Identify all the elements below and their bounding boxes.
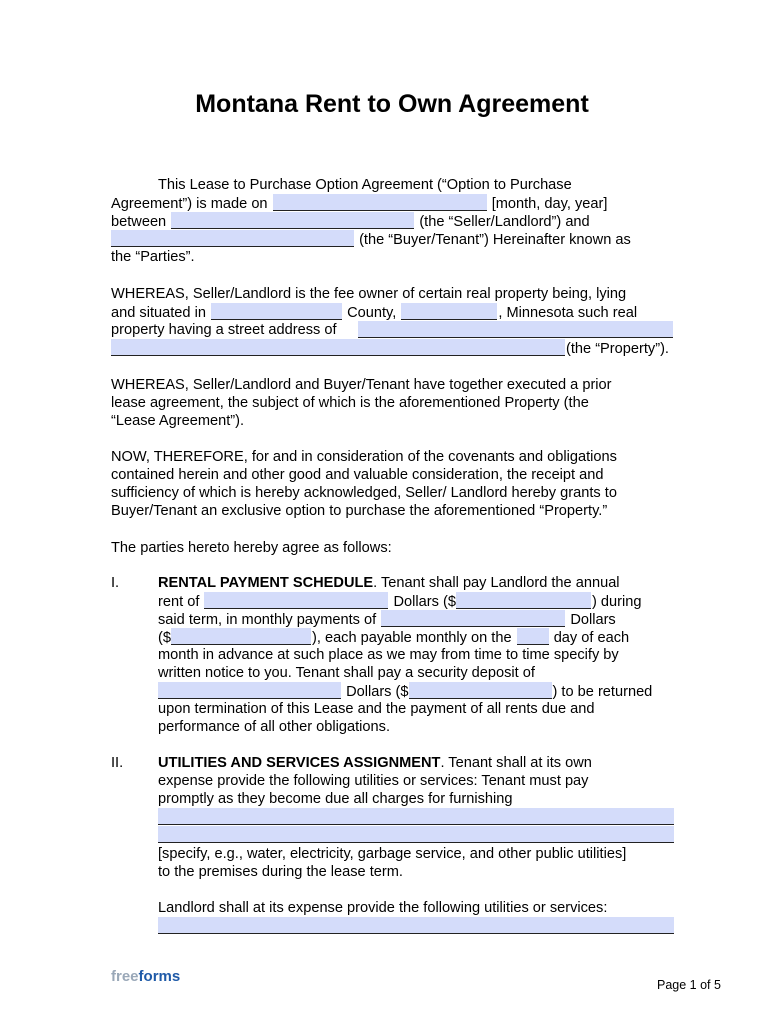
payment-day-field[interactable] (517, 628, 549, 645)
section1-line-1 (158, 574, 620, 592)
intro-line-3 (111, 212, 590, 231)
section2-line-1-text: . Tenant shall at its own (440, 755, 592, 771)
section2-line-1 (158, 754, 592, 772)
to-be-returned-label: ) to be returned (552, 684, 653, 700)
payable-monthly-label: ), each payable monthly on the (311, 630, 512, 646)
page-number: Page 1 of 5 (657, 978, 721, 992)
seller-name-field[interactable] (171, 212, 414, 229)
city-field[interactable] (401, 303, 497, 320)
dollar-open-label: ($ (158, 630, 171, 646)
section1-number: I. (111, 575, 120, 591)
situated-in-label: and situated in (111, 305, 206, 321)
whereas1-line-3 (111, 321, 337, 339)
whereas2-line-3: “Lease Agreement”). (111, 413, 245, 429)
section1-line-3 (158, 610, 616, 629)
deposit-words-field[interactable] (158, 682, 341, 699)
section1-line-7 (158, 682, 652, 701)
section2-line-3: promptly as they become due all charges for furnishing (158, 791, 513, 807)
section2-heading: UTILITIES AND SERVICES ASSIGNMENT (158, 755, 441, 771)
county-field[interactable] (211, 303, 342, 320)
intro-line-2 (111, 194, 607, 213)
now-line-2: contained herein and other good and valuable consideration, the receipt and (111, 467, 604, 483)
monthly-rent-words-field[interactable] (381, 610, 565, 627)
during-label: ) during (591, 594, 642, 610)
buyer-name-field[interactable] (111, 230, 354, 247)
now-line-1: NOW, THEREFORE, for and in consideration of the covenants and obligations (111, 449, 617, 465)
section1-line-4 (158, 628, 629, 647)
section1-line-9: performance of all other obligations. (158, 719, 391, 735)
property-label: (the “Property”). (566, 341, 669, 357)
now-line-3: sufficiency of which is hereby acknowledged, Seller/ Landlord hereby grants to (111, 485, 617, 501)
intro-made-on-label: Agreement”) is made on (111, 196, 268, 212)
monthly-payments-label: said term, in monthly payments of (158, 612, 377, 628)
section1-line-2 (158, 592, 641, 611)
whereas2-line-2: lease agreement, the subject of which is the aforementioned Property (the (111, 395, 589, 411)
annual-rent-words-field[interactable] (204, 592, 388, 609)
intro-line-5: the “Parties”. (111, 249, 195, 265)
section1-line-1-text: . Tenant shall pay Landlord the annual (373, 575, 620, 591)
street-address-field-2[interactable] (111, 339, 565, 356)
street-address-label: property having a street address of (111, 322, 337, 338)
landlord-utilities-field[interactable] (158, 917, 674, 934)
monthly-dollars-label: Dollars (570, 612, 616, 628)
whereas1-line-1: WHEREAS, Seller/Landlord is the fee owner of certain real property being, lying (111, 286, 627, 302)
section2-number: II. (111, 755, 124, 771)
county-label: County, (347, 305, 397, 321)
section2-line-5: to the premises during the lease term. (158, 864, 403, 880)
section1-heading: RENTAL PAYMENT SCHEDULE (158, 575, 374, 591)
section1-line-6: written notice to you. Tenant shall pay a security deposit of (158, 665, 535, 681)
section2-line-6: Landlord shall at its expense provide the following utilities or services: (158, 900, 608, 916)
section2-line-2: expense provide the following utilities or services: Tenant must pay (158, 773, 589, 789)
deposit-amount-field[interactable] (409, 682, 552, 699)
date-format-label: [month, day, year] (491, 196, 608, 212)
section1-line-5: month in advance at such place as we may from time to time specify by (158, 647, 619, 663)
section1-line-8: upon termination of this Lease and the payment of all rents due and (158, 701, 595, 717)
state-label: , Minnesota such real (498, 305, 638, 321)
freeforms-logo[interactable] (111, 968, 180, 985)
intro-line-1: This Lease to Purchase Option Agreement (“Option to Purchase (158, 177, 572, 193)
intro-line-4 (111, 230, 631, 249)
tenant-utilities-field-2[interactable] (158, 826, 674, 843)
annual-rent-amount-field[interactable] (456, 592, 591, 609)
agreement-date-field[interactable] (273, 194, 487, 211)
buyer-role-label: (the “Buyer/Tenant”) Hereinafter known as (359, 232, 631, 248)
whereas2-line-1: WHEREAS, Seller/Landlord and Buyer/Tenant have together executed a prior (111, 377, 612, 393)
annual-dollars-label: Dollars ($ (393, 594, 456, 610)
rent-of-label: rent of (158, 594, 200, 610)
agree-line: The parties hereto hereby agree as follows: (111, 540, 392, 556)
now-line-4: Buyer/Tenant an exclusive option to purchase the aforementioned “Property.” (111, 503, 608, 519)
document-title: Montana Rent to Own Agreement (195, 90, 589, 118)
section2-line-4: [specify, e.g., water, electricity, garbage service, and other public utilities] (158, 846, 627, 862)
street-address-field-1[interactable] (358, 321, 673, 338)
logo-forms-text: forms (138, 968, 181, 985)
deposit-dollars-label: Dollars ($ (346, 684, 409, 700)
tenant-utilities-field-1[interactable] (158, 808, 674, 825)
whereas1-line-2 (111, 303, 637, 322)
day-of-each-label: day of each (553, 630, 630, 646)
between-label: between (111, 214, 167, 230)
logo-free-text: free (111, 968, 139, 985)
seller-role-label: (the “Seller/Landlord”) and (419, 214, 590, 230)
monthly-rent-amount-field[interactable] (171, 628, 311, 645)
